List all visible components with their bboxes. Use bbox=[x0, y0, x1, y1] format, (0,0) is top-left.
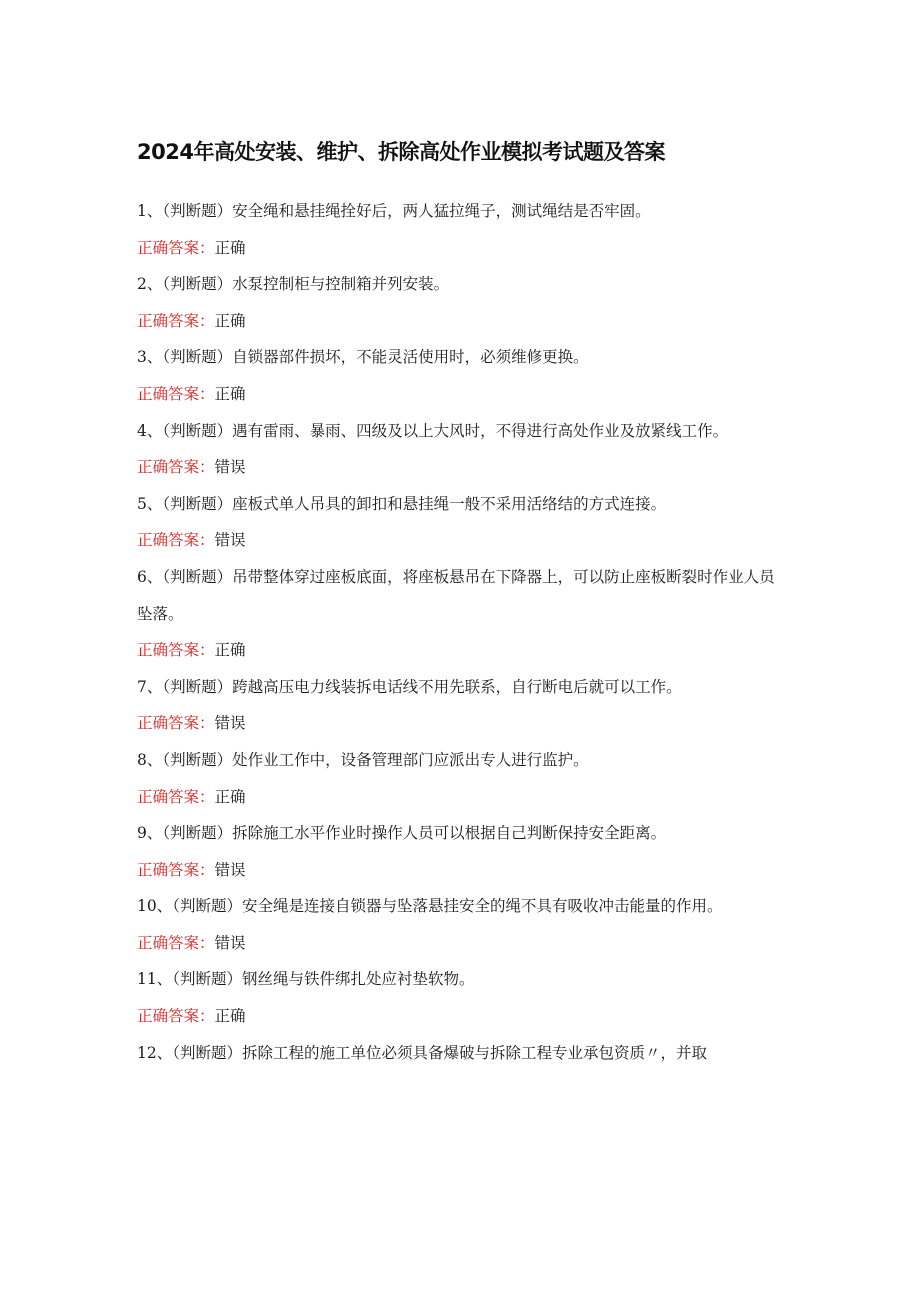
question-type: （判断题） bbox=[162, 421, 233, 440]
answer-4 bbox=[137, 449, 787, 486]
question-number: 4、 bbox=[137, 421, 163, 440]
question-text: 安全绳和悬挂绳拴好后，两人猛拉绳子，测试绳结是否牢固。 bbox=[232, 202, 651, 220]
answer-9 bbox=[137, 852, 787, 889]
answer-label: 正确答案： bbox=[137, 860, 215, 879]
question-type: （判断题） bbox=[162, 677, 233, 696]
answer-10 bbox=[137, 925, 787, 962]
question-11 bbox=[137, 961, 787, 998]
question-type: （判断题） bbox=[162, 494, 233, 513]
question-number: 3、 bbox=[137, 348, 163, 367]
answer-label: 正确答案： bbox=[137, 714, 215, 733]
answer-value: 正确 bbox=[214, 238, 246, 257]
question-type: （判断题） bbox=[172, 970, 242, 989]
question-text: 拆除施工水平作业时操作人员可以根据自己判断保持安全距离。 bbox=[232, 824, 667, 843]
question-8 bbox=[137, 742, 787, 779]
question-10 bbox=[137, 888, 787, 925]
answer-label: 正确答案： bbox=[137, 787, 215, 806]
answer-label: 正确答案： bbox=[137, 531, 215, 550]
question-text: 安全绳是连接自锁器与坠落悬挂安全的绳不具有吸收冲击能量的作用。 bbox=[242, 897, 723, 916]
question-text: 吊带整体穿过座板底面，将座板悬吊在下降器上，可以防止座板断裂时作业人员坠落。 bbox=[137, 567, 775, 623]
question-number: 5、 bbox=[137, 494, 163, 513]
answer-label: 正确答案： bbox=[137, 641, 215, 660]
question-type: （判断题） bbox=[162, 824, 233, 843]
question-number: 1、 bbox=[137, 202, 163, 220]
question-number: 8、 bbox=[137, 750, 163, 769]
question-text: 拆除工程的施工单位必须具备爆破与拆除工程专业承包资质〃，并取 bbox=[242, 1043, 708, 1062]
question-text: 钢丝绳与铁件绑扎处应衬垫软物。 bbox=[242, 970, 475, 989]
answer-6 bbox=[137, 632, 787, 669]
question-text: 水泵控制柜与控制箱并列安装。 bbox=[232, 275, 450, 294]
question-9 bbox=[137, 815, 787, 852]
question-number: 2、 bbox=[137, 275, 163, 294]
answer-label: 正确答案： bbox=[137, 458, 215, 477]
answer-value: 正确 bbox=[214, 1007, 246, 1026]
question-list bbox=[137, 193, 787, 1071]
answer-value: 正确 bbox=[214, 311, 246, 330]
answer-value: 错误 bbox=[214, 458, 246, 477]
question-1 bbox=[137, 193, 787, 230]
question-text: 跨越高压电力线装拆电话线不用先联系，自行断电后就可以工作。 bbox=[232, 677, 682, 696]
answer-1 bbox=[137, 230, 787, 267]
answer-value: 错误 bbox=[214, 714, 246, 733]
answer-2 bbox=[137, 303, 787, 340]
question-text: 遇有雷雨、暴雨、四级及以上大风时，不得进行高处作业及放紧线工作。 bbox=[232, 421, 729, 440]
question-4 bbox=[137, 413, 787, 450]
question-type: （判断题） bbox=[162, 202, 233, 220]
question-type: （判断题） bbox=[172, 897, 242, 916]
question-text: 自锁器部件损坏，不能灵活使用时，必须维修更换。 bbox=[232, 348, 589, 367]
question-3 bbox=[137, 339, 787, 376]
question-type: （判断题） bbox=[162, 348, 233, 367]
answer-value: 错误 bbox=[214, 531, 246, 550]
question-number: 10、 bbox=[137, 897, 173, 916]
question-6 bbox=[137, 559, 787, 632]
answer-label: 正确答案： bbox=[137, 933, 215, 952]
answer-3 bbox=[137, 376, 787, 413]
question-type: （判断题） bbox=[172, 1043, 242, 1062]
answer-5 bbox=[137, 522, 787, 559]
answer-8 bbox=[137, 779, 787, 816]
answer-label: 正确答案： bbox=[137, 1007, 215, 1026]
question-text: 座板式单人吊具的卸扣和悬挂绳一般不采用活络结的方式连接。 bbox=[232, 494, 667, 513]
question-7 bbox=[137, 669, 787, 706]
answer-label: 正确答案： bbox=[137, 238, 215, 257]
question-number: 9、 bbox=[137, 824, 163, 843]
page-title: 2024年高处安装、维护、拆除高处作业模拟考试题及答案 bbox=[137, 140, 665, 164]
question-type: （判断题） bbox=[162, 750, 233, 769]
question-type: （判断题） bbox=[162, 567, 233, 586]
answer-label: 正确答案： bbox=[137, 384, 215, 403]
question-12 bbox=[137, 1035, 787, 1072]
answer-label: 正确答案： bbox=[137, 311, 215, 330]
answer-value: 正确 bbox=[214, 641, 246, 660]
answer-value: 正确 bbox=[214, 787, 246, 806]
answer-value: 错误 bbox=[214, 860, 246, 879]
answer-value: 错误 bbox=[214, 933, 246, 952]
question-number: 6、 bbox=[137, 567, 163, 586]
question-number: 11、 bbox=[137, 970, 173, 989]
question-5 bbox=[137, 486, 787, 523]
answer-11 bbox=[137, 998, 787, 1035]
answer-7 bbox=[137, 705, 787, 742]
question-text: 处作业工作中，设备管理部门应派出专人进行监护。 bbox=[232, 750, 589, 769]
question-number: 12、 bbox=[137, 1043, 173, 1062]
question-number: 7、 bbox=[137, 677, 163, 696]
question-2 bbox=[137, 266, 787, 303]
question-type: （判断题） bbox=[162, 275, 233, 294]
answer-value: 正确 bbox=[214, 384, 246, 403]
